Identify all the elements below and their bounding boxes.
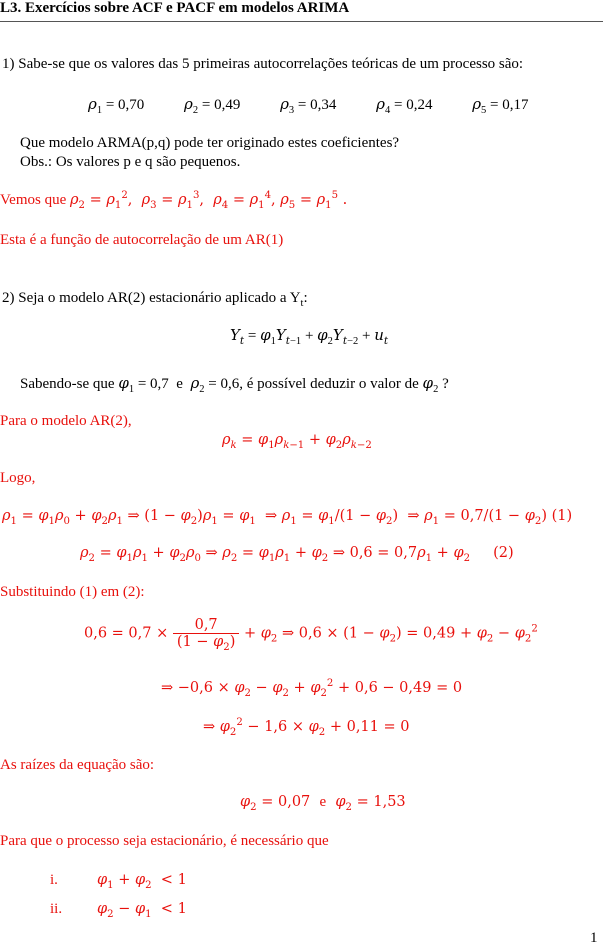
q1-answer-line: [0, 192, 347, 209]
rho2-value: $\rho_2 = 0,49$: [184, 95, 241, 116]
rho4-value: $\rho_4 = 0,24$: [376, 95, 433, 116]
condition-2-label: ii.: [50, 901, 63, 917]
page-number: 1: [590, 930, 598, 946]
q1-question: Que modelo ARMA(p,q) pode ter originado estes coeficientes?: [20, 135, 400, 151]
q1-values-row: [88, 95, 564, 114]
q1-answer-intro: Vemos que: [0, 192, 67, 208]
root-2: 1,53: [373, 794, 406, 810]
q2-acf-recursion: $\rho_k = \varphi_1\rho_{k-1} + \varphi_2\rho_{k-2}$: [222, 432, 372, 451]
condition-2: $\varphi_2 - \varphi_1 < 1$: [97, 901, 187, 920]
q2-equation-1: $\rho_1 = \varphi_1\rho_0 + \varphi_2\rho_1$ ⇒ $(1 - \varphi_2)\rho_1 = \varphi_1$ ⇒ $\rho_1 = \varphi_1/(1 - \varphi_2)$ ⇒ $\rho_1 = 0,7/(1 - \varphi_2)$ (1): [2, 508, 573, 527]
q1-prompt: 1) Sabe-se que os valores das 5 primeiras autocorrelações teóricas de um processo são:: [2, 56, 524, 72]
q2-para-o-modelo: Para o modelo AR(2),: [0, 413, 132, 429]
q2-equation-2: $\rho_2 = \varphi_1\rho_1 + \varphi_2\rho_0$ ⇒ $\rho_2 = \varphi_1\rho_1 + \varphi_2$ ⇒ $0,6 = 0,7\rho_1 + \varphi_2$ (2): [80, 545, 514, 564]
q2-given: Sabendo-se que $\varphi_1 = 0,7$ e $\rho_2 = 0,6$, é possível deduzir o valor de $\varphi_2$ ?: [20, 374, 449, 395]
fraction: $\frac{0,7}{(1 - \varphi_2)}$: [173, 617, 240, 650]
q2-model-equation: $Y_t = \varphi_1Y_{t-1} + \varphi_2Y_{t-2} + u_t$: [230, 326, 389, 347]
q2-raizes-label: As raízes da equação são:: [0, 757, 155, 773]
q2-prompt: 2) Seja o modelo AR(2) estacionário aplicado a $Y_t$:: [2, 290, 308, 309]
rho2-given-value: 0,6: [220, 376, 240, 392]
q2-rearranged-equation: ⇒ $-0,6 \times \varphi_2 - \varphi_2 + \varphi_2^2 + 0,6 - 0,49 = 0$: [161, 678, 463, 699]
q1-obs: Obs.: Os valores p e q são pequenos.: [20, 154, 241, 170]
q2-substituindo: Substituindo (1) em (2):: [0, 584, 145, 600]
q2-substitution-equation: 0,6 = 0,7 × $\frac{0,7}{(1 - \varphi_2)}$ + $\varphi_2$ ⇒ $0,6 \times (1 - \varphi_2) = 0,49 + \varphi_2 - \varphi_2^2$: [84, 617, 538, 653]
condition-1: $\varphi_1 + \varphi_2 < 1$: [97, 872, 187, 891]
phi1-given-value: 0,7: [150, 376, 169, 392]
rho3-value: $\rho_3 = 0,34$: [280, 95, 337, 116]
q2-logo: Logo,: [0, 470, 36, 486]
q2-roots: $\varphi_2 = 0,07$ e $\varphi_2 = 1,53$: [240, 794, 406, 813]
condition-1-label: i.: [50, 872, 58, 888]
rho5-value: $\rho_5 = 0,17$: [472, 95, 529, 116]
q2-condicao-label: Para que o processo seja estacionário, é necessário que: [0, 833, 329, 849]
q1-answer-relations: $\rho_2 = \rho_1^2$, $\rho_3 = \rho_1^3$, $\rho_4 = \rho_1^4$, $\rho_5 = \rho_1^5$ .: [70, 190, 348, 211]
title-divider: [0, 21, 603, 22]
rho1-value: $\rho_1 = 0,70$: [88, 95, 145, 116]
q1-conclusion: Esta é a função de autocorrelação de um AR(1): [0, 232, 284, 248]
page-title: L3. Exercícios sobre ACF e PACF em modelos ARIMA: [0, 0, 350, 16]
root-1: 0,07: [277, 794, 311, 810]
q2-quadratic-equation: ⇒ $\varphi_2^2 - 1,6 \times \varphi_2 + 0,11 = 0$: [203, 717, 410, 738]
